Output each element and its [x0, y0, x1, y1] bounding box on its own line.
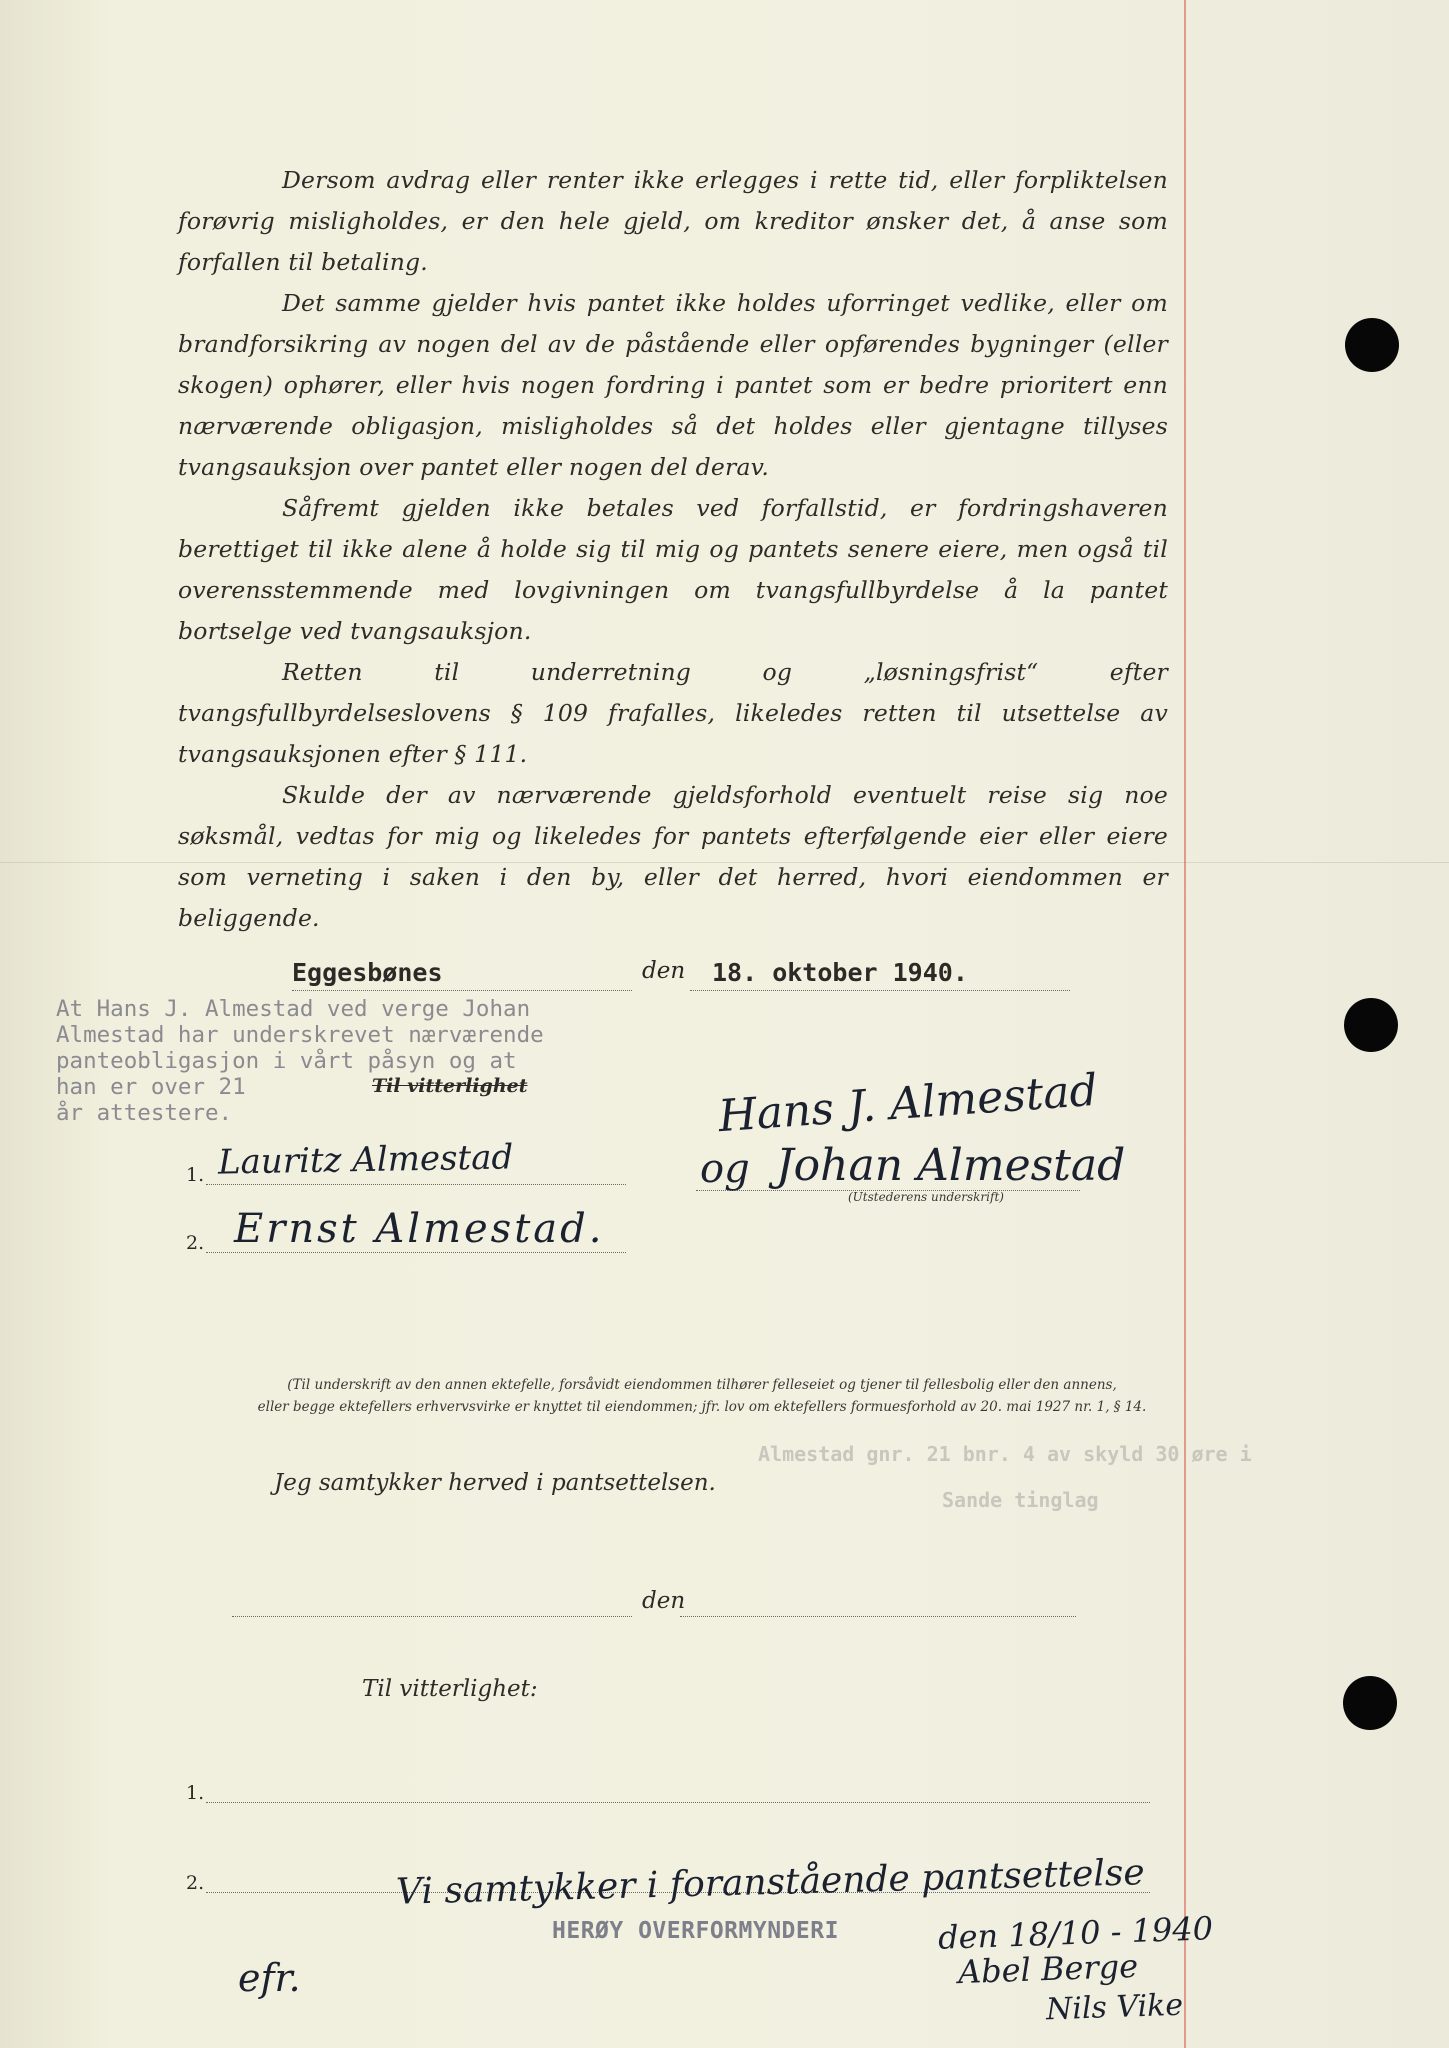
- paragraph-pledge-condition: Det samme gjelder hvis pantet ikke holdes uforringet vedlike, eller om brandforsikring av nogen del av de påstående eller opførendes bygninger (eller skogen) ophører, eller hvis nogen fordring i pantet som er bedre prioritert enn nærværende obligasjon, misligholdes så det holdes eller gjentagne tillyses tvangsauksjon over pantet eller nogen del derav.: [178, 289, 1168, 481]
- terms-text: [178, 160, 1168, 939]
- issuer-signature-line-2: Johan Almestad: [776, 1140, 1126, 1191]
- signing-den-label: den: [642, 958, 686, 984]
- issuer-signature-conjunction: og: [700, 1146, 750, 1192]
- signing-date: 18. oktober 1940.: [712, 958, 968, 987]
- witness-signature-2: Ernst Almestad.: [234, 1206, 605, 1252]
- punch-hole-middle: [1344, 998, 1398, 1052]
- punch-hole-bottom: [1343, 1676, 1397, 1730]
- paragraph-venue: Skulde der av nærværende gjeldsforhold eventuelt reise sig noe søksmål, vedtas for mig og likeledes for pantets efterfølgende eier eller eiere som verneting i saken i den by, eller det herred, hvori eiendommen er beliggende.: [178, 781, 1168, 932]
- witness-line-2: [206, 1252, 626, 1253]
- witness-line-1: [206, 1184, 626, 1185]
- bleed-through-line-1: Almestad gnr. 21 bnr. 4 av skyld 30 øre i: [758, 1442, 1252, 1466]
- consent-til-vitterlighet: Til vitterlighet:: [362, 1676, 538, 1702]
- consent-date-line: [680, 1616, 1076, 1617]
- date-dotted-line: [690, 990, 1070, 991]
- place-dotted-line: [292, 990, 632, 991]
- bleed-through-line-2: Sande tinglag: [942, 1488, 1099, 1512]
- consent-den-label: den: [642, 1588, 686, 1614]
- til-vitterlighet-struck: Til vitterlighet: [372, 1075, 528, 1097]
- issuer-signature-label: (Utstederens underskrift): [848, 1190, 1004, 1204]
- guardian-signer-1: Abel Berge: [957, 1946, 1139, 1992]
- paragraph-default: Dersom avdrag eller renter ikke erlegges i rette tid, eller forpliktelsen forøvrig misligholdes, er den hele gjeld, om kreditor ønsker det, å anse som forfallen til betaling.: [178, 166, 1168, 276]
- attestation-text: At Hans J. Almestad ved verge Johan Almestad har underskrevet nærværende panteobligasjon i vårt påsyn og at han er over 21 år attestere.: [56, 996, 544, 1126]
- guardian-initials: efr.: [238, 1956, 301, 2000]
- punch-hole-top: [1345, 318, 1399, 372]
- signing-place: Eggesbønes: [292, 958, 443, 987]
- guardian-consent-note: Vi samtykker i foranstående pantsettelse: [395, 1852, 1146, 1913]
- consent-line-number-2: 2.: [186, 1872, 205, 1894]
- spouse-note-line-2: eller begge ektefellers erhvervsvirke er knyttet til eiendommen; jfr. lov om ektefellers formuesforhold av 20. mai 1927 nr. 1, § 14.: [257, 1399, 1147, 1415]
- guardian-signer-2: Nils Vike: [1045, 1987, 1184, 2028]
- issuer-signature-line-1: Hans J. Almestad: [716, 1064, 1100, 1143]
- guardian-consent-date: den 18/10 - 1940: [937, 1909, 1214, 1957]
- paragraph-forced-sale: Såfremt gjelden ikke betales ved forfallstid, er fordringshaveren berettiget til ikke alene å holde sig til mig og pantets senere eiere, men også til overensstemmende med lovgivningen om tvangsfullbyrdelse å la pantet bortselge ved tvangsauksjon.: [178, 494, 1168, 645]
- margin-rule: [1184, 0, 1186, 2048]
- consent-statement: Jeg samtykker herved i pantsettelsen.: [274, 1470, 716, 1496]
- witness-line-number-2: 2.: [186, 1232, 205, 1254]
- witness-signature-1: Lauritz Almestad: [217, 1137, 514, 1183]
- spouse-note-line-1: (Til underskrift av den annen ektefelle, forsåvidt eiendommen tilhører felleseiet og tjener til fellesbolig eller den annens,: [287, 1377, 1117, 1393]
- consent-line-number-1: 1.: [186, 1782, 205, 1804]
- paragraph-notice-waiver: Retten til underretning og „løsningsfrist“ efter tvangsfullbyrdelseslovens § 109 frafalles, likeledes retten til utsettelse av tvangsauksjonen efter § 111.: [178, 658, 1168, 768]
- consent-witness-line-1: [206, 1802, 1150, 1803]
- witness-line-number-1: 1.: [186, 1164, 205, 1186]
- overformynderi-stamp: HERØY OVERFORMYNDERI: [552, 1918, 839, 1944]
- consent-place-line: [232, 1616, 632, 1617]
